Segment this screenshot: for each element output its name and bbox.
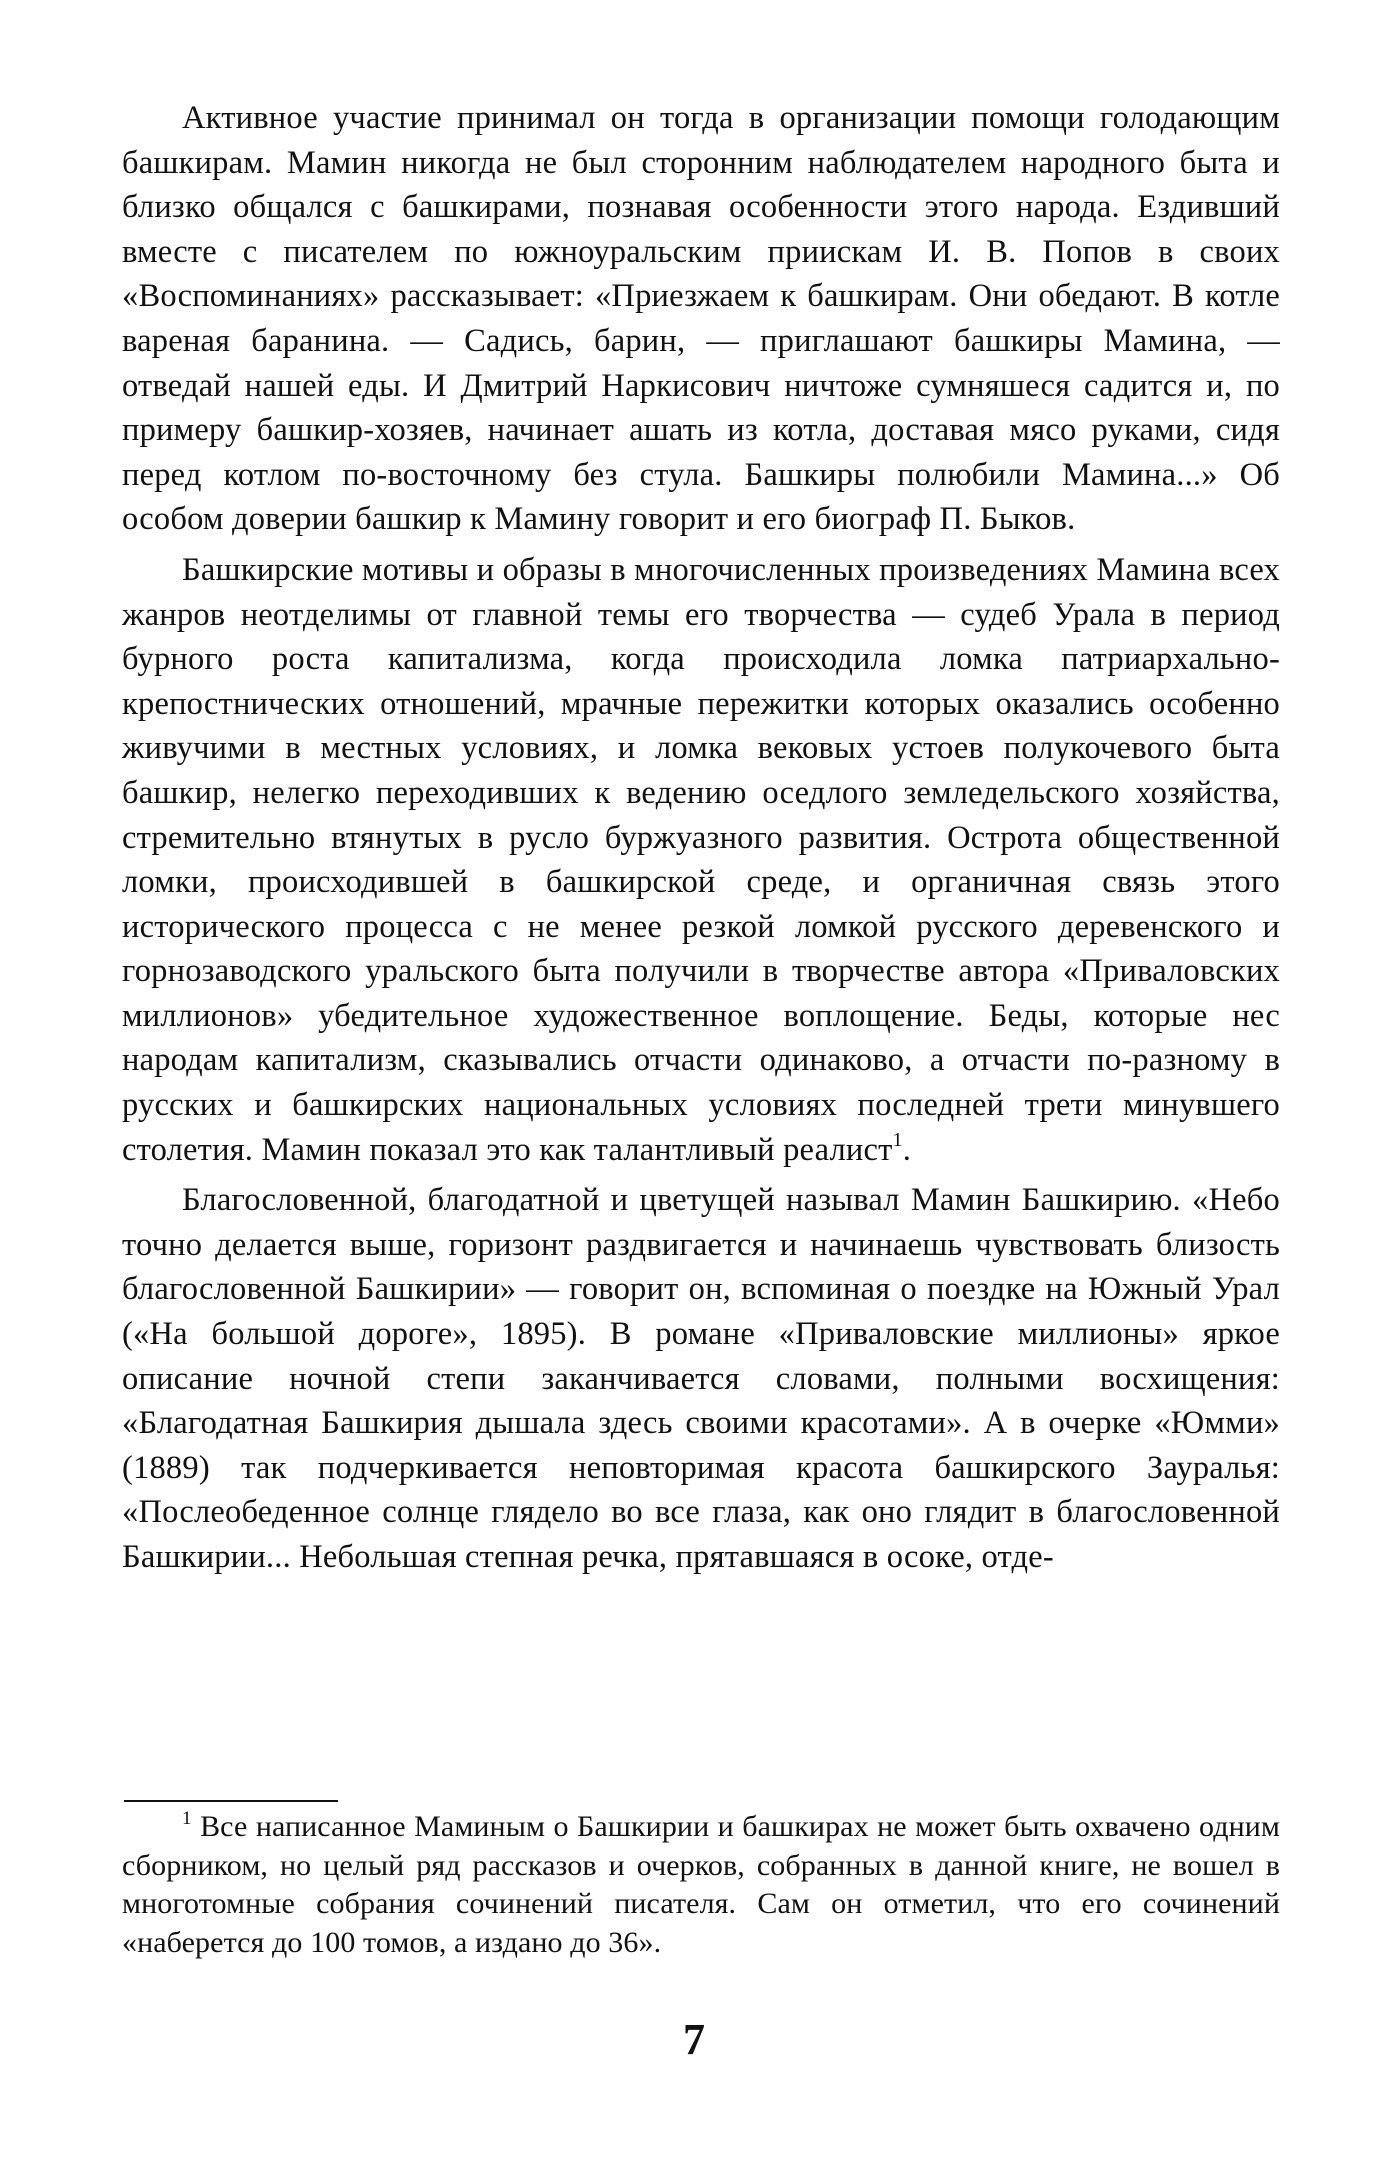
footnotes [122,1808,1280,1962]
footnote-divider [124,1800,338,1802]
footnote-marker: 1 [182,1808,192,1829]
paragraph-2-text: Башкирские мотивы и образы в многочисленных произведениях Мамина всех жанров неотделимы от главной темы его творчества — судеб Урала в период бурного роста капитализма, когда происходила ломка патриархально-крепостнических отношений, мрачные пережитки которых оказались особенно живучими в местных условиях, и ломка вековых устоев полукочевого быта башкир, нелегко переходивших к ведению оседлого земледельского хозяйства, стремительно втянутых в русло буржуазного развития. Острота общественной ломки, происходившей в башкирской среде, и органичная связь этого исторического процесса с не менее резкой ломкой русского деревенского и горнозаводского уральского быта получили в творчестве автора «Приваловских миллионов» убедительное художественное воплощение. Беды, которые нес народам капитализм, сказывались отчасти одинаково, а отчасти по-разному в русских и башкирских национальных условиях последней трети минувшего столетия. Мамин показал это как талантливый реалист [122,551,1280,1168]
paragraph-2 [122,548,1280,1172]
paragraph-1: Активное участие принимал он тогда в организации помощи голодающим башкирам. Мамин никогда не был сторонним наблюдателем народного быта и близко общался с башкирами, познавая особенности этого народа. Ездивший вместе с писателем по южноуральским приискам И. В. Попов в своих «Воспоминаниях» рассказывает: «Приезжаем к башкирам. Они обедают. В котле вареная баранина. — Садись, барин, — приглашают башкиры Мамина, — отведай нашей еды. И Дмитрий Наркисович ничтоже сумняшеся садится и, по примеру башкир-хозяев, начинает ашать из котла, доставая мясо руками, сидя перед котлом по-восточному без стула. Башкиры полюбили Мамина...» Об особом доверии башкир к Мамину говорит и его биограф П. Быков. [122,100,1280,538]
footnote-1 [122,1808,1280,1962]
footnote-text: Все написанное Маминым о Башкирии и башкирах не может быть охвачено одним сборником, но целый ряд рассказов и очерков, собранных в данной книге, не вошел в многотомные собрания сочинений писателя. Сам он отметил, что его сочинений «наберется до 100 томов, а издано до 36». [122,1810,1280,1959]
footnote-reference-suffix: . [902,1131,912,1168]
footnote-reference: 1 [892,1128,903,1151]
main-text [122,96,1280,1586]
paragraph-3: Благословенной, благодатной и цветущей называл Мамин Башкирию. «Небо точно делается выше, горизонт раздвигается и начинаешь чувствовать близость благословенной Башкирии» — говорит он, вспоминая о поездке на Южный Урал («На большой дороге», 1895). В романе «Приваловские миллионы» яркое описание ночной степи заканчивается словами, полными восхищения: «Благодатная Башкирия дышала здесь своими красотами». А в очерке «Юмми» (1889) так подчеркивается неповторимая красота башкирского Зауралья: «Послеобеденное солнце глядело во все глаза, как оно глядит в благословенной Башкирии... Небольшая степная речка, прятавшаяся в осоке, отде- [122,1182,1280,1575]
page-number: 7 [683,2015,705,2064]
